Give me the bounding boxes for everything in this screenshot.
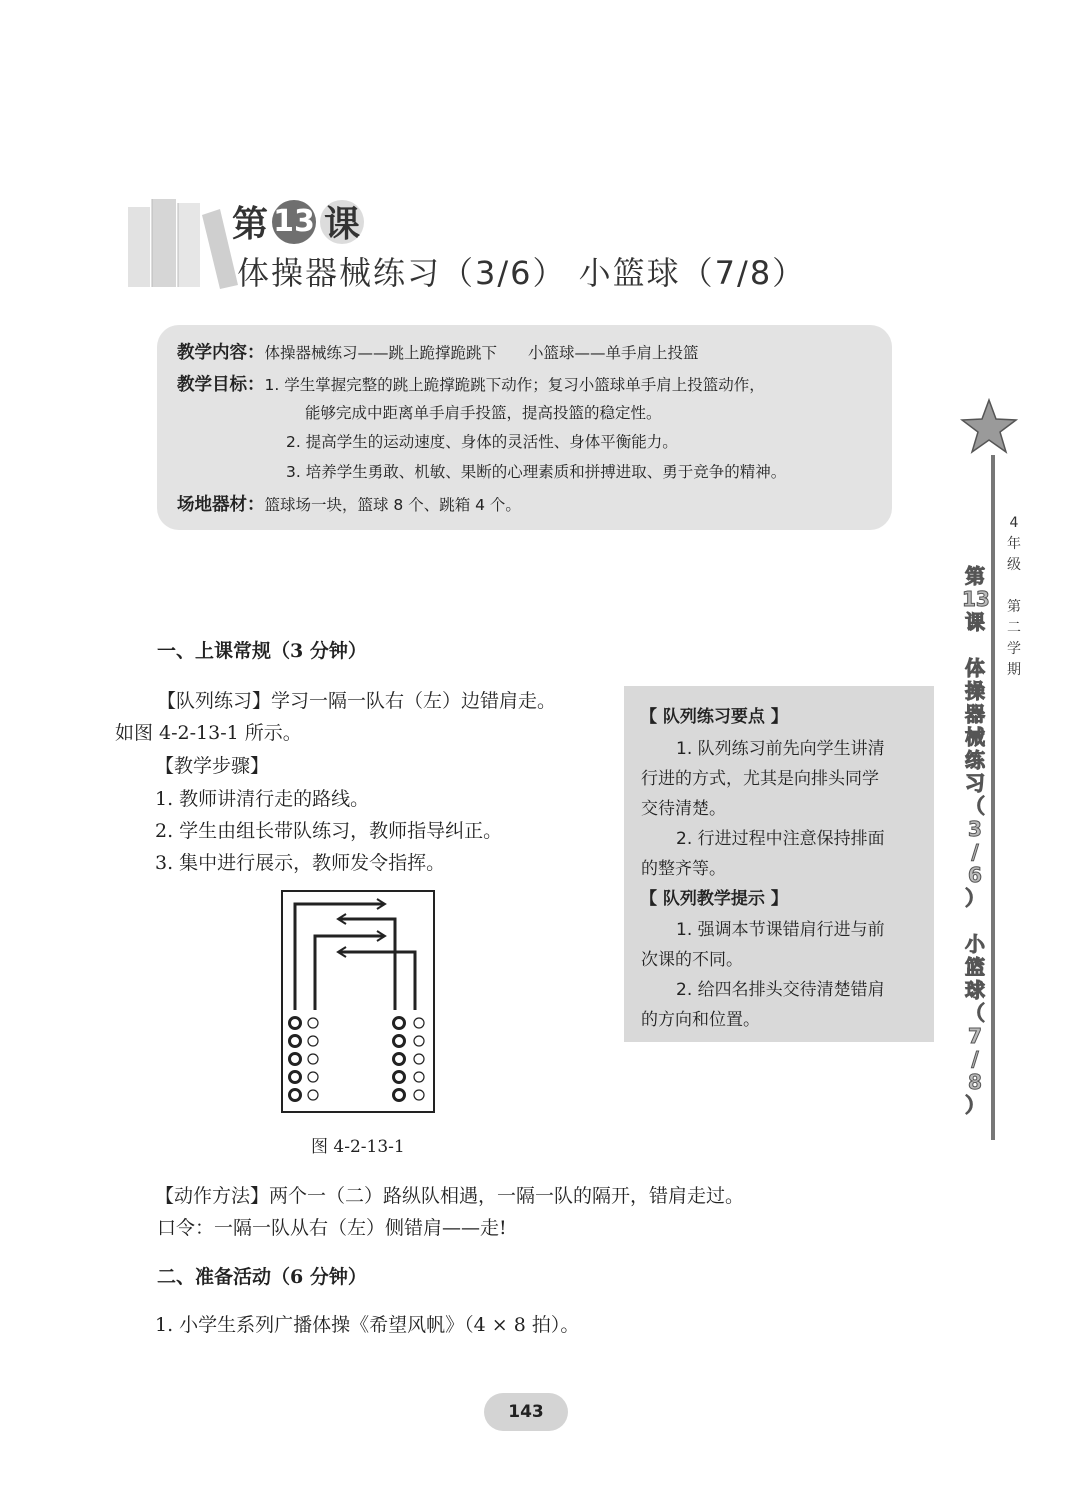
lesson-suffix: 课	[320, 200, 364, 244]
command-line: 口令：一隔一队从右（左）侧错肩——走!	[157, 1217, 507, 1239]
goal-row	[177, 371, 765, 396]
lesson-prefix: 第	[232, 204, 269, 245]
side-grade-label: 4 年 级 第 二 学 期	[1007, 515, 1021, 678]
section2-heading: 二、准备活动（6 分钟）	[157, 1266, 367, 1288]
section1-heading: 一、上课常规（3 分钟）	[157, 640, 367, 662]
lesson-number: 13	[272, 200, 316, 244]
step-1: 1. 教师讲清行走的路线。	[155, 788, 370, 810]
teaching-info-box	[157, 325, 892, 530]
tips-key-1a: 1. 队列练习前先向学生讲清	[676, 739, 885, 759]
tips-key-1b: 行进的方式，尤其是向排头同学	[641, 769, 879, 789]
books-illustration	[128, 185, 238, 290]
method-line: 【动作方法】两个一（二）路纵队相遇，一隔一队的隔开，错肩走过。	[155, 1185, 745, 1207]
content-key: 教学内容：	[177, 343, 265, 363]
step-3: 3. 集中进行展示，教师发令指挥。	[155, 852, 446, 874]
tips-key-2a: 2. 行进过程中注意保持排面	[676, 829, 885, 849]
goal-1b: 能够完成中距离单手肩手投篮，提高投篮的稳定性。	[305, 404, 662, 422]
drill-line-1: 【队列练习】学习一隔一队右（左）边错肩走。	[157, 690, 557, 712]
tips-key-2b: 的整齐等。	[641, 859, 726, 879]
side-lesson-label: 第 13 课 体 操 器 械 练 习 （ 3 / 6 ） 小 篮 球 （ 7 / 8 ）	[962, 564, 990, 1117]
content-value: 体操器械练习——跳上跪撑跪跳下 小篮球——单手肩上投篮	[264, 344, 699, 362]
page-number: 143	[484, 1393, 568, 1431]
tips-key-heading: 【 队列练习要点 】	[640, 707, 788, 727]
tips-box	[624, 686, 934, 1042]
equipment-value: 篮球场一块，篮球 8 个、跳箱 4 个。	[264, 496, 521, 514]
formation-diagram	[281, 890, 435, 1113]
drill-line-2: 如图 4-2-13-1 所示。	[115, 722, 302, 744]
goal-2: 2. 提高学生的运动速度、身体的灵活性、身体平衡能力。	[286, 433, 678, 451]
lesson-title: 体操器械练习（3/6） 小篮球（7/8）	[237, 254, 807, 292]
tips-hint-2b: 的方向和位置。	[641, 1010, 760, 1030]
figure-caption: 图 4-2-13-1	[311, 1137, 405, 1157]
goal-key: 教学目标：	[177, 375, 265, 395]
steps-heading: 【教学步骤】	[155, 755, 270, 777]
goal-1a: 1. 学生掌握完整的跳上跪撑跪跳下动作；复习小篮球单手肩上投篮动作，	[264, 376, 765, 394]
section2-item-1: 1. 小学生系列广播体操《希望风帆》（4 × 8 拍）。	[155, 1314, 580, 1336]
tips-hint-1b: 次课的不同。	[641, 950, 743, 970]
tips-hint-2a: 2. 给四名排头交待清楚错肩	[676, 980, 885, 1000]
tips-key-1c: 交待清楚。	[641, 799, 726, 819]
side-divider	[991, 455, 995, 1140]
content-row	[177, 339, 699, 364]
tips-hint-1a: 1. 强调本节课错肩行进与前	[676, 920, 885, 940]
tips-hint-heading: 【 队列教学提示 】	[640, 889, 788, 909]
goal-3: 3. 培养学生勇敢、机敏、果断的心理素质和拼搏进取、勇于竞争的精神。	[286, 463, 787, 481]
equipment-row	[177, 491, 521, 516]
equipment-key: 场地器材：	[177, 495, 265, 515]
step-2: 2. 学生由组长带队练习，教师指导纠正。	[155, 820, 503, 842]
star-icon	[960, 398, 1018, 456]
lesson-label	[232, 196, 364, 247]
